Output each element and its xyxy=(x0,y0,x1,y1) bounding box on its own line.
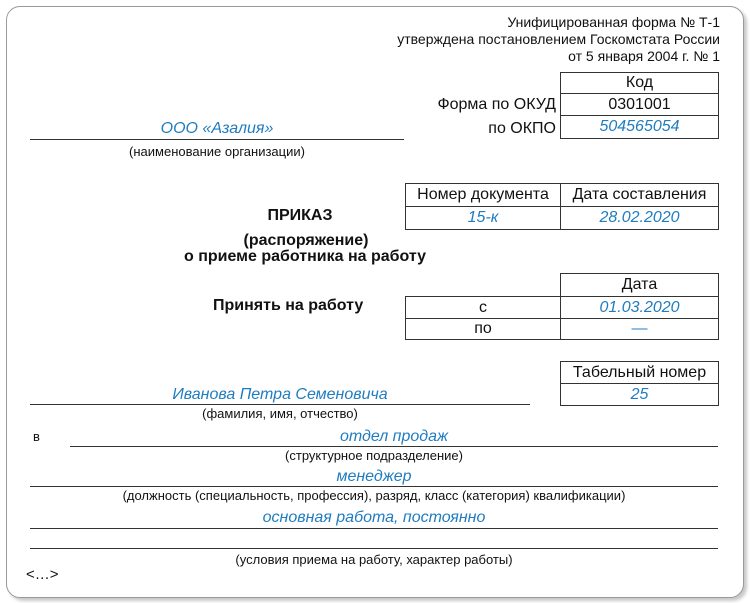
form-header xyxy=(397,14,720,65)
conditions-underline-1 xyxy=(30,528,718,529)
doc-date-value: 28.02.2020 xyxy=(560,206,719,230)
order-title: ПРИКАЗ xyxy=(267,207,333,224)
organization-caption: (наименование организации) xyxy=(129,144,305,159)
hire-to-label: по xyxy=(405,318,561,340)
employment-conditions: основная работа, постоянно xyxy=(262,509,486,526)
position-underline xyxy=(30,486,718,487)
conditions-caption: (условия приема на работу, характер работы) xyxy=(235,552,513,567)
omission-mark: <…> xyxy=(26,566,59,583)
hire-label: Принять на работу xyxy=(213,297,364,314)
department-caption: (структурное подразделение) xyxy=(285,448,463,463)
employee-name-caption: (фамилия, имя, отчество) xyxy=(202,406,358,421)
conditions-underline-2 xyxy=(30,548,718,549)
organization-name: ООО «Азалия» xyxy=(160,120,274,137)
department-name: отдел продаж xyxy=(339,428,449,445)
position-caption: (должность (специальность, профессия), разряд, класс (категория) квалификации) xyxy=(122,488,626,503)
hire-from-value: 01.03.2020 xyxy=(560,296,719,319)
order-description: о приеме работника на работу xyxy=(183,248,427,265)
hire-from-label: с xyxy=(405,296,561,319)
department-prefix: в xyxy=(33,429,40,444)
hire-date-header: Дата xyxy=(560,273,719,297)
employee-name-underline xyxy=(30,404,530,405)
employee-name: Иванова Петра Семеновича xyxy=(172,386,388,403)
okpo-label: по ОКПО xyxy=(488,120,556,137)
organization-underline xyxy=(30,139,404,140)
department-underline xyxy=(70,446,718,447)
form-header-line2: утверждена постановлением Госкомстата России xyxy=(397,31,720,47)
okud-value: 0301001 xyxy=(560,93,719,116)
hire-to-value: — xyxy=(560,318,719,340)
order-subtitle: (распоряжение) xyxy=(243,232,369,249)
okpo-value: 504565054 xyxy=(560,115,719,139)
form-header-line1: Унифицированная форма № Т-1 xyxy=(507,14,720,30)
okud-label: Форма по ОКУД xyxy=(437,96,556,113)
tab-number-header: Табельный номер xyxy=(560,361,719,384)
doc-date-header: Дата составления xyxy=(560,183,719,207)
doc-number-value: 15-к xyxy=(405,206,561,230)
kod-header: Код xyxy=(560,72,719,94)
position-name: менеджер xyxy=(336,468,412,485)
form-header-line3: от 5 января 2004 г. № 1 xyxy=(568,48,720,64)
tab-number-value: 25 xyxy=(560,383,719,406)
doc-number-header: Номер документа xyxy=(405,183,561,207)
